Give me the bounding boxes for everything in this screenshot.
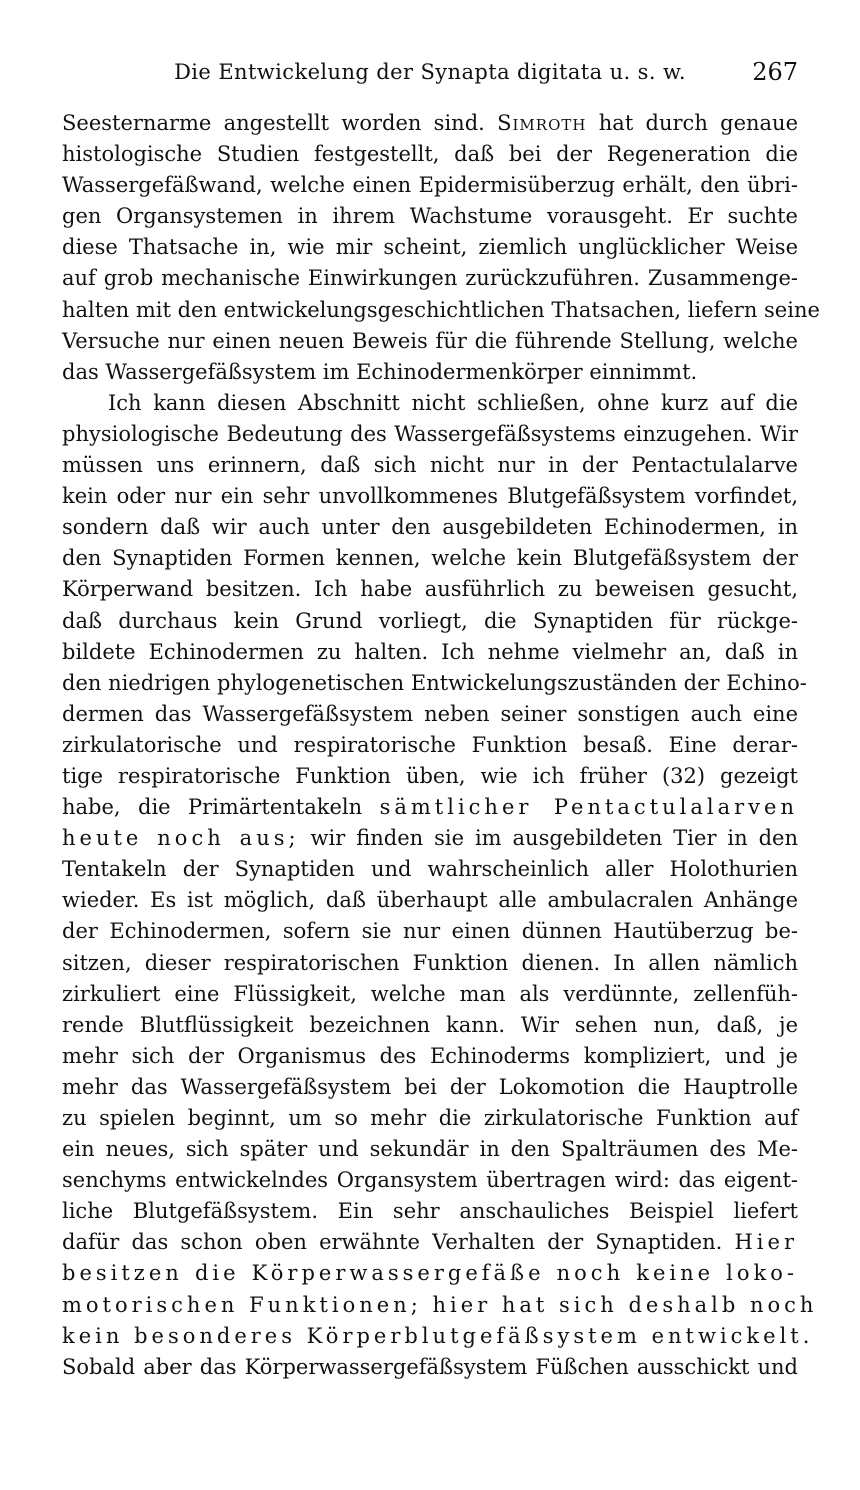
text-line: auf grob mechanische Einwirkungen zurückzuführen. Zusammenge- [62,266,798,291]
text-line: Sobald aber das Körperwassergefäßsystem Füßchen ausschickt und [62,1354,798,1379]
text-span: dafür das schon oben erwähnte Verhalten der Synaptiden. [62,1230,723,1255]
emphasized-line: besitzen die Körperwassergefäße noch keine loko- [62,1261,798,1286]
text-line: Körperwand besitzen. Ich habe ausführlich zu beweisen gesucht, [62,577,798,602]
text-line: den Synaptiden Formen kennen, welche kein Blutgefäßsystem der [62,546,798,571]
page-number: 267 [752,58,798,86]
text-line: tige respiratorische Funktion üben, wie ich früher (32) gezeigt [62,763,798,788]
text-line: rende Blutflüssigkeit bezeichnen kann. Wir sehen nun, daß, je [62,1012,798,1037]
text-line: dermen das Wassergefäßsystem neben seiner sonstigen auch eine [62,701,798,726]
text-line: gen Organsystemen in ihrem Wachstume vorausgeht. Er suchte [62,204,798,229]
text-line [62,823,798,854]
author-name: Simroth [497,111,587,135]
text-span: habe, die Primärtentakeln [62,795,363,820]
text-line: diese Thatsache in, wie mir scheint, ziemlich unglücklicher Weise [62,235,798,260]
text-line: das Wassergefäßsystem im Echinodermenkörper einnimmt. [62,359,698,384]
text-line: müssen uns erinnern, daß sich nicht nur in der Pentactulalarve [62,453,798,478]
text-line: der Echinodermen, sofern sie nur einen dünnen Hautüberzug be- [62,919,798,944]
emphasized-line: kein besonderes Körperblutgefäßsystem entwickelt. [62,1323,814,1348]
text-line: halten mit den entwickelungsgeschichtlichen Thatsachen, liefern seine [62,297,820,322]
text-line: sitzen, dieser respiratorischen Funktion dienen. In allen nämlich [62,950,798,975]
text-line: mehr sich der Organismus des Echinoderms kompliziert, und je [62,1043,798,1068]
text-line: ein neues, sich später und sekundär in den Spalträumen des Me- [62,1137,798,1162]
emphasized-line: motorischen Funktionen; hier hat sich deshalb noch [62,1292,818,1317]
text-line: mehr das Wassergefäßsystem bei der Lokomotion die Hauptrolle [62,1074,798,1099]
text-line [62,108,798,139]
text-line: zirkulatorische und respiratorische Funktion besaß. Eine derar- [62,732,798,757]
text-line: sondern daß wir auch unter den ausgebildeten Echinodermen, in [62,515,798,540]
text-line: physiologische Bedeutung des Wassergefäßsystems einzugehen. Wir [62,421,798,446]
body-text [62,108,820,1383]
emphasized-text: sämtlicher Pentactulalarven [379,795,798,820]
text-span: hat durch genaue [598,111,798,135]
text-line: liche Blutgefäßsystem. Ein sehr anschauliches Beispiel liefert [62,1199,798,1224]
emphasized-text: heute noch aus; [62,826,300,851]
text-line: kein oder nur ein sehr unvollkommenes Blutgefäßsystem vorfindet, [62,484,798,509]
text-line: bildete Echinodermen zu halten. Ich nehme vielmehr an, daß in [62,639,798,664]
text-line: Wassergefäßwand, welche einen Epidermisüberzug erhält, den übri- [62,173,798,198]
page-header [62,60,798,94]
text-line: Versuche nur einen neuen Beweis für die führende Stellung, welche [62,328,798,353]
text-span: Seesternarme angestellt worden sind. [62,111,485,135]
text-line: Ich kann diesen Abschnitt nicht schließen, ohne kurz auf die [108,390,798,415]
text-line [62,1227,798,1258]
text-span: wir finden sie im ausgebildeten Tier in den [310,826,799,851]
running-title: Die Entwickelung der Synapta digitata u. s. w. [174,60,686,84]
text-line: zirkuliert eine Flüssigkeit, welche man als verdünnte, zellenfüh- [62,981,798,1006]
text-line: histologische Studien festgestellt, daß bei der Regeneration die [62,142,798,167]
text-line: Tentakeln der Synaptiden und wahrscheinlich aller Holothurien [62,857,798,882]
text-line [62,792,798,823]
text-line: den niedrigen phylogenetischen Entwickelungszuständen der Echino- [62,670,807,695]
text-line: senchyms entwickelndes Organsystem übertragen wird: das eigent- [62,1168,798,1193]
text-line: wieder. Es ist möglich, daß überhaupt alle ambulacralen Anhänge [62,888,798,913]
text-line: daß durchaus kein Grund vorliegt, die Synaptiden für rückge- [62,608,798,633]
emphasized-text: Hier [734,1230,798,1255]
text-line: zu spielen beginnt, um so mehr die zirkulatorische Funktion auf [62,1106,798,1130]
